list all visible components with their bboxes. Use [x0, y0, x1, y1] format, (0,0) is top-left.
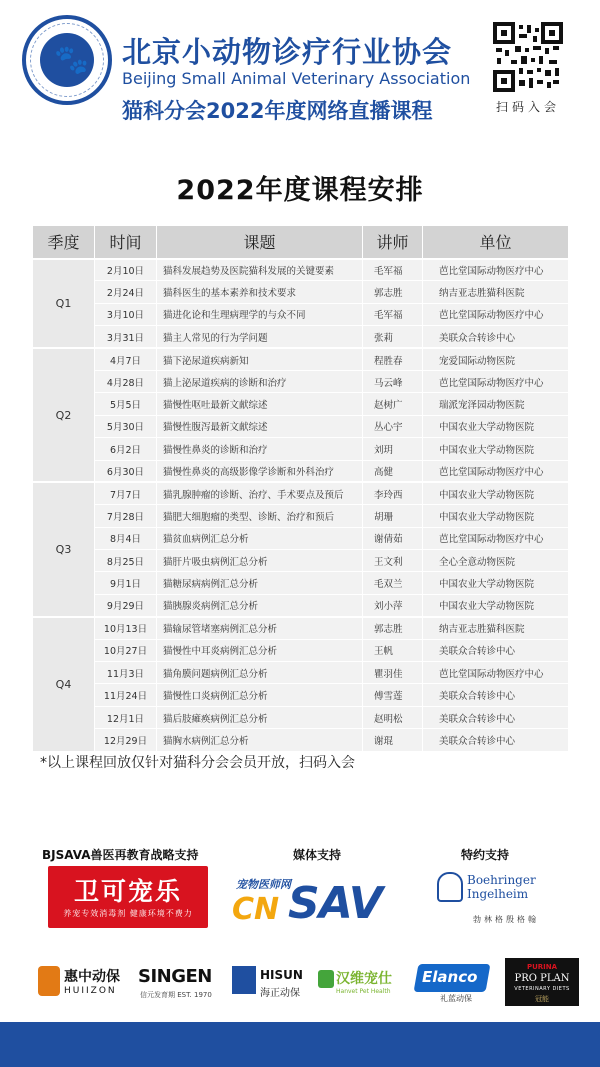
qr-label: 扫码入会: [495, 100, 560, 114]
schedule-title: 2022年度课程安排: [176, 175, 424, 206]
unit-cell: 纳吉亚志胜猫科医院: [423, 281, 569, 303]
topic-cell: 猫主人常见的行为学问题: [157, 326, 363, 348]
lecturer-cell: 赵明松: [363, 706, 423, 728]
unit-cell: 瑞派宠泽园动物医院: [423, 393, 569, 415]
bottom-bar: [0, 1022, 600, 1067]
topic-cell: 猫肝片吸虫病例汇总分析: [157, 550, 363, 572]
logo-emblem: [40, 33, 94, 87]
date-cell: 12月29日: [95, 729, 157, 751]
boehringer-mark-icon: [437, 872, 463, 902]
special-sponsor-heading: 特约支持: [461, 848, 510, 862]
date-cell: 3月31日: [95, 326, 157, 348]
topic-cell: 猫科医生的基本素养和技术要求: [157, 281, 363, 303]
lecturer-cell: 毛军福: [363, 303, 423, 325]
topic-cell: 猫后肢瘫痪病例汇总分析: [157, 706, 363, 728]
cnsav-logo: [232, 870, 412, 930]
lecturer-cell: 刘小萍: [363, 594, 423, 616]
topic-cell: 猫慢性腹泻最新文献综述: [157, 415, 363, 437]
proplan-cn: 冠能: [535, 995, 549, 1003]
date-cell: 10月13日: [95, 617, 157, 639]
huizhong-mark-icon: [38, 966, 60, 996]
unit-cell: 芭比堂国际动物医疗中心: [423, 303, 569, 325]
topic-cell: 猫输尿管堵塞病例汇总分析: [157, 617, 363, 639]
huizhong-en: HUIIZON: [64, 986, 117, 996]
table-header-row: [33, 226, 569, 259]
table-row: [33, 527, 569, 549]
table-row: [33, 460, 569, 482]
quarter-cell: Q4: [33, 617, 95, 751]
hanwei-logo: [318, 964, 408, 1002]
topic-cell: 猫慢性鼻炎的高级影像学诊断和外科治疗: [157, 460, 363, 482]
proplan-logo: [505, 958, 579, 1006]
topic-cell: 猫肥大细胞瘤的类型、诊断、治疗和预后: [157, 505, 363, 527]
weike-tagline: 养宠专效消毒剂 健康环境不费力: [63, 909, 193, 918]
lecturer-cell: 郭志胜: [363, 617, 423, 639]
quarter-cell: Q1: [33, 259, 95, 349]
replay-note: *以上课程回放仅针对猫科分会会员开放，扫码入会: [40, 755, 355, 771]
cat-dog-icon: 🐾: [54, 43, 89, 76]
hisun-name: HISUN: [260, 968, 303, 982]
proplan-sub: VETERINARY DIETS: [514, 986, 570, 992]
lecturer-cell: 马云峰: [363, 370, 423, 392]
unit-cell: 美联众合转诊中心: [423, 684, 569, 706]
qr-code[interactable]: [493, 22, 563, 92]
hanwei-en: Hanvet Pet Health: [336, 988, 391, 995]
table-row: [33, 370, 569, 392]
huizhong-logo: [38, 964, 130, 1002]
lecturer-cell: 李玲西: [363, 482, 423, 504]
unit-cell: 芭比堂国际动物医疗中心: [423, 460, 569, 482]
topic-cell: 猫乳腺肿瘤的诊断、治疗、手术要点及预后: [157, 482, 363, 504]
topic-cell: 猫慢性鼻炎的诊断和治疗: [157, 438, 363, 460]
lecturer-cell: 谢琨: [363, 729, 423, 751]
unit-cell: 芭比堂国际动物医疗中心: [423, 370, 569, 392]
proplan-name: PRO PLAN: [514, 973, 570, 984]
elanco-cn: 礼蓝动保: [440, 994, 472, 1003]
quarter-cell: Q3: [33, 482, 95, 616]
education-sponsor-heading: BJSAVA兽医再教育战略支持: [42, 848, 199, 862]
topic-cell: 猫角膜问题病例汇总分析: [157, 662, 363, 684]
association-logo: [22, 15, 112, 105]
unit-cell: 美联众合转诊中心: [423, 729, 569, 751]
topic-cell: 猫胸水病例汇总分析: [157, 729, 363, 751]
weike-name: 卫可宠乐: [73, 877, 182, 906]
course-subtitle: 猫科分会2022年度网络直播课程: [122, 99, 433, 123]
singen-sub: 信元发育期 EST. 1970: [140, 991, 212, 999]
org-name-en: Beijing Small Animal Veterinary Association: [122, 69, 471, 88]
table-row: [33, 729, 569, 751]
unit-cell: 宠爱国际动物医院: [423, 348, 569, 370]
date-cell: 3月10日: [95, 303, 157, 325]
boehringer-logo: [437, 868, 557, 930]
date-cell: 2月24日: [95, 281, 157, 303]
table-row: [33, 594, 569, 616]
unit-cell: 中国农业大学动物医院: [423, 505, 569, 527]
date-cell: 2月10日: [95, 259, 157, 281]
huizhong-name: 惠中动保: [64, 969, 120, 985]
unit-cell: 纳吉亚志胜猫科医院: [423, 617, 569, 639]
topic-cell: 猫进化论和生理病理学的与众不同: [157, 303, 363, 325]
lecturer-cell: 张莉: [363, 326, 423, 348]
lecturer-cell: 谢倩茹: [363, 527, 423, 549]
table-row: [33, 393, 569, 415]
date-cell: 7月7日: [95, 482, 157, 504]
column-header-date: 时间: [95, 226, 157, 259]
unit-cell: 美联众合转诊中心: [423, 706, 569, 728]
table-row: [33, 639, 569, 661]
date-cell: 4月28日: [95, 370, 157, 392]
hisun-cn: 海正动保: [260, 988, 300, 999]
table-row: [33, 281, 569, 303]
table-row: [33, 684, 569, 706]
date-cell: 6月30日: [95, 460, 157, 482]
unit-cell: 芭比堂国际动物医疗中心: [423, 259, 569, 281]
date-cell: 9月1日: [95, 572, 157, 594]
lecturer-cell: 王帆: [363, 639, 423, 661]
topic-cell: 猫慢性呕吐最新文献综述: [157, 393, 363, 415]
date-cell: 7月28日: [95, 505, 157, 527]
cnsav-top-label: 宠物医师网: [236, 878, 291, 891]
date-cell: 9月29日: [95, 594, 157, 616]
org-name-cn: 北京小动物诊疗行业协会: [122, 35, 453, 69]
topic-cell: 猫慢性中耳炎病例汇总分析: [157, 639, 363, 661]
unit-cell: 中国农业大学动物医院: [423, 438, 569, 460]
topic-cell: 猫下泌尿道疾病新知: [157, 348, 363, 370]
date-cell: 5月5日: [95, 393, 157, 415]
unit-cell: 全心全意动物医院: [423, 550, 569, 572]
table-row: [33, 482, 569, 504]
lecturer-cell: 王文利: [363, 550, 423, 572]
lecturer-cell: 傅雪莲: [363, 684, 423, 706]
topic-cell: 猫慢性口炎病例汇总分析: [157, 684, 363, 706]
boehringer-name: Boehringer Ingelheim: [467, 873, 536, 901]
table-row: [33, 348, 569, 370]
column-header-unit: 单位: [423, 226, 569, 259]
header: [0, 0, 600, 140]
lecturer-cell: 郭志胜: [363, 281, 423, 303]
hisun-mark-icon: [232, 966, 256, 994]
table-row: [33, 662, 569, 684]
boehringer-cn: 勃林格殷格翰: [473, 915, 539, 924]
table-body: [33, 259, 569, 752]
lecturer-cell: 瞿羽佳: [363, 662, 423, 684]
hanwei-mark-icon: [318, 970, 334, 988]
lecturer-cell: 毛军福: [363, 259, 423, 281]
lecturer-cell: 毛双兰: [363, 572, 423, 594]
unit-cell: 中国农业大学动物医院: [423, 572, 569, 594]
media-sponsor-heading: 媒体支持: [293, 848, 342, 862]
lecturer-cell: 赵树广: [363, 393, 423, 415]
date-cell: 5月30日: [95, 415, 157, 437]
table-row: [33, 326, 569, 348]
course-schedule-table: [32, 225, 569, 752]
unit-cell: 中国农业大学动物医院: [423, 415, 569, 437]
table-row: [33, 438, 569, 460]
unit-cell: 美联众合转诊中心: [423, 639, 569, 661]
elanco-name: Elanco: [422, 968, 478, 986]
date-cell: 11月3日: [95, 662, 157, 684]
hisun-logo: [232, 964, 304, 1002]
table-row: [33, 303, 569, 325]
hanwei-name: 汉维宠仕: [336, 971, 392, 987]
date-cell: 8月25日: [95, 550, 157, 572]
qr-code-icon: [493, 22, 563, 92]
lecturer-cell: 高健: [363, 460, 423, 482]
table-row: [33, 259, 569, 281]
table-row: [33, 505, 569, 527]
cnsav-sav: SAV: [288, 878, 382, 929]
unit-cell: 中国农业大学动物医院: [423, 594, 569, 616]
column-header-topic: 课题: [157, 226, 363, 259]
unit-cell: 芭比堂国际动物医疗中心: [423, 662, 569, 684]
table-row: [33, 706, 569, 728]
table-row: [33, 550, 569, 572]
lecturer-cell: 胡珊: [363, 505, 423, 527]
weike-logo: [48, 866, 208, 928]
column-header-lecturer: 讲师: [363, 226, 423, 259]
sponsor-logo-row: [0, 958, 600, 1008]
date-cell: 12月1日: [95, 706, 157, 728]
table-row: [33, 617, 569, 639]
column-header-quarter: 季度: [33, 226, 95, 259]
topic-cell: 猫贫血病例汇总分析: [157, 527, 363, 549]
lecturer-cell: 程胜春: [363, 348, 423, 370]
topic-cell: 猫糖尿病病例汇总分析: [157, 572, 363, 594]
singen-logo: [138, 964, 220, 1002]
date-cell: 11月24日: [95, 684, 157, 706]
topic-cell: 猫科发展趋势及医院猫科发展的关键要素: [157, 259, 363, 281]
lecturer-cell: 刘玥: [363, 438, 423, 460]
singen-name: SINGEN: [138, 966, 212, 987]
topic-cell: 猫胰腺炎病例汇总分析: [157, 594, 363, 616]
quarter-cell: Q2: [33, 348, 95, 482]
unit-cell: 美联众合转诊中心: [423, 326, 569, 348]
lecturer-cell: 丛心宇: [363, 415, 423, 437]
date-cell: 4月7日: [95, 348, 157, 370]
unit-cell: 中国农业大学动物医院: [423, 482, 569, 504]
unit-cell: 芭比堂国际动物医疗中心: [423, 527, 569, 549]
table-row: [33, 572, 569, 594]
date-cell: 10月27日: [95, 639, 157, 661]
topic-cell: 猫上泌尿道疾病的诊断和治疗: [157, 370, 363, 392]
date-cell: 6月2日: [95, 438, 157, 460]
table-row: [33, 415, 569, 437]
elanco-logo: [416, 964, 492, 1002]
cnsav-cn: CN: [232, 892, 280, 927]
date-cell: 8月4日: [95, 527, 157, 549]
proplan-purina: PURINA: [526, 963, 558, 971]
